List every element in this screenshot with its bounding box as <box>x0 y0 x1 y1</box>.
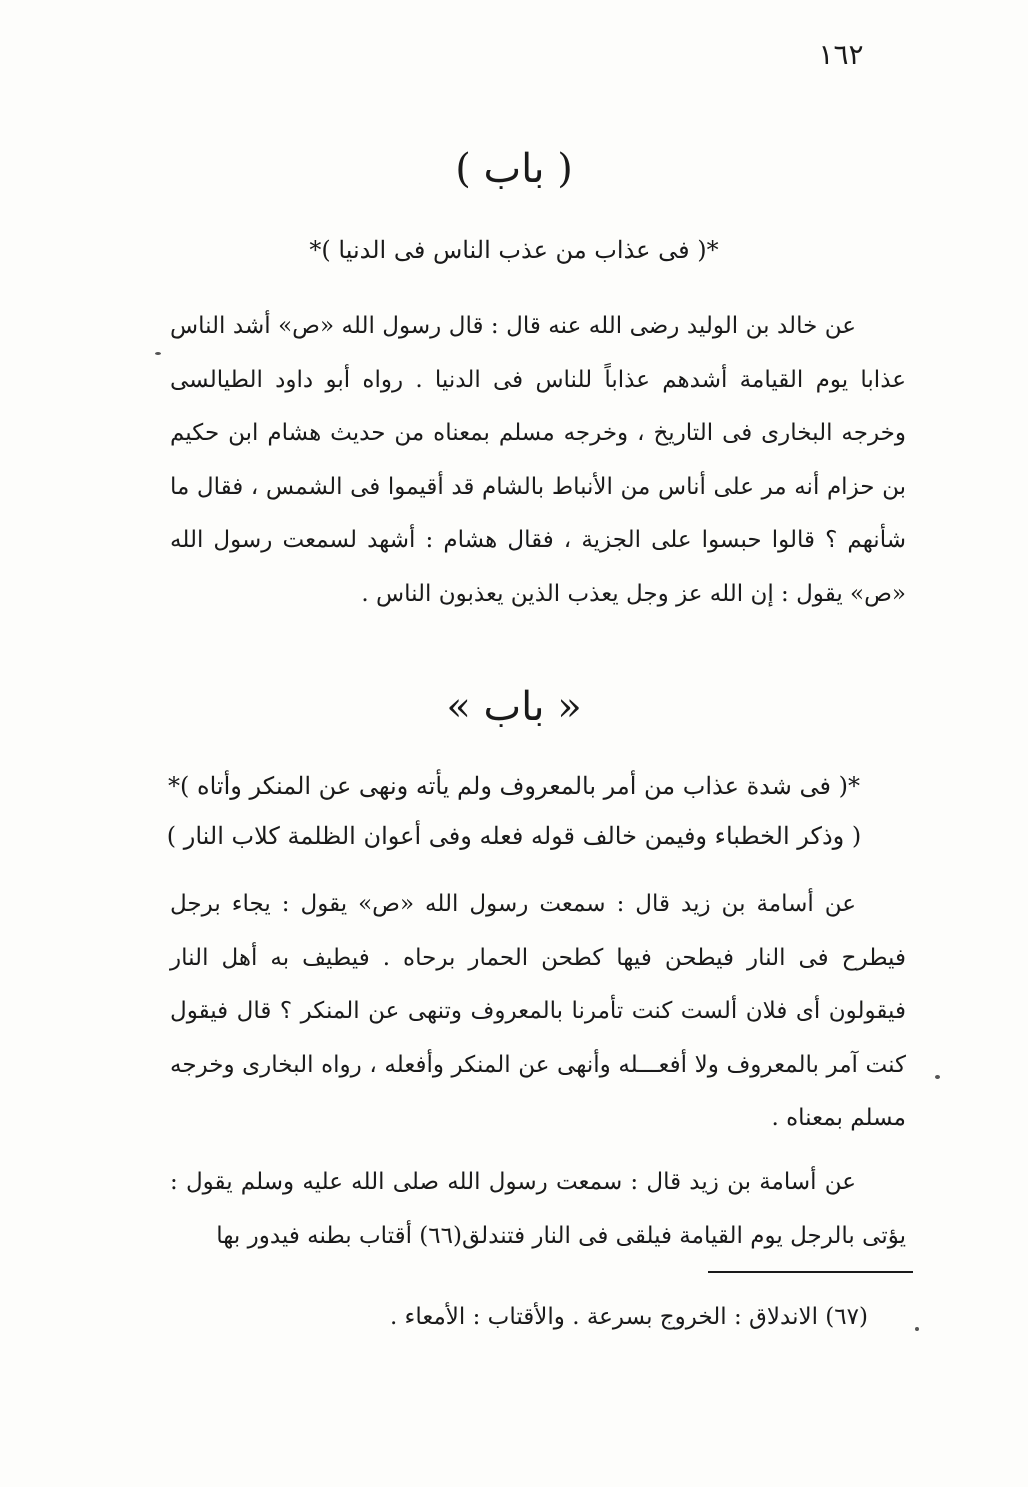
chapter-subtitle-2-line1: *( فى شدة عذاب من أمر بالمعروف ولم يأته ونهى عن المنكر وأتاه )* <box>168 772 860 800</box>
chapter-heading-1: ( باب ) <box>455 146 573 192</box>
scan-speck <box>915 1327 919 1331</box>
chapter-subtitle-2-line2: ( وذكر الخطباء وفيمن خالف قوله فعله وفى أعوان الظلمة كلاب النار ) <box>166 822 862 850</box>
page-number: ١٦٢ <box>818 38 864 71</box>
hadith-paragraph-1: عن خالد بن الوليد رضى الله عنه قال : قال رسول الله «ص» أشد الناس عذابا يوم القيامة أشدهم عذاباً للناس فى الدنيا . رواه أبو داود الطيالسى وخرجه البخارى فى التاريخ ، وخرجه مسلم بمعناه من حديث هشام ابن حكيم بن حزام أنه مر على أناس من الأنباط بالشام قد أقيموا فى الشمس ، فقال ما شأنهم ؟ قالوا حبسوا على الجزية ، فقال هشام : أشهد لسمعت رسول الله «ص» يقول : إن الله عز وجل يعذب الذين يعذبون الناس . <box>170 313 906 607</box>
scan-speck <box>155 352 161 355</box>
scan-speck <box>935 1075 940 1079</box>
chapter-subtitle-1: *( فى عذاب من عذب الناس فى الدنيا )* <box>309 236 719 264</box>
hadith-paragraph-3: عن أسامة بن زيد قال : سمعت رسول الله صلى الله عليه وسلم يقول : يؤتى بالرجل يوم القيامة فيلقى فى النار فتندلق(٦٦) أقتاب بطنه فيدور بها <box>170 1169 906 1249</box>
hadith-paragraph-2: عن أسامة بن زيد قال : سمعت رسول الله «ص» يقول : يجاء برجل فيطرح فى النار فيطحن فيها كطحن الحمار برحاه . فيطيف به أهل النار فيقولون أى فلان ألست كنت تأمرنا بالمعروف وتنهى عن المنكر ؟ قال فيقول كنت آمر بالمعروف ولا أفعـــله وأنهى عن المنكر وأفعله ، رواه البخارى وخرجه مسلم بمعناه . <box>170 891 906 1131</box>
chapter-heading-2: « باب » <box>446 684 582 730</box>
footnote-divider <box>708 1271 913 1273</box>
footnote-text: (٦٧) الاندلاق : الخروج بسرعة . والأقتاب : الأمعاء . <box>389 1304 868 1330</box>
